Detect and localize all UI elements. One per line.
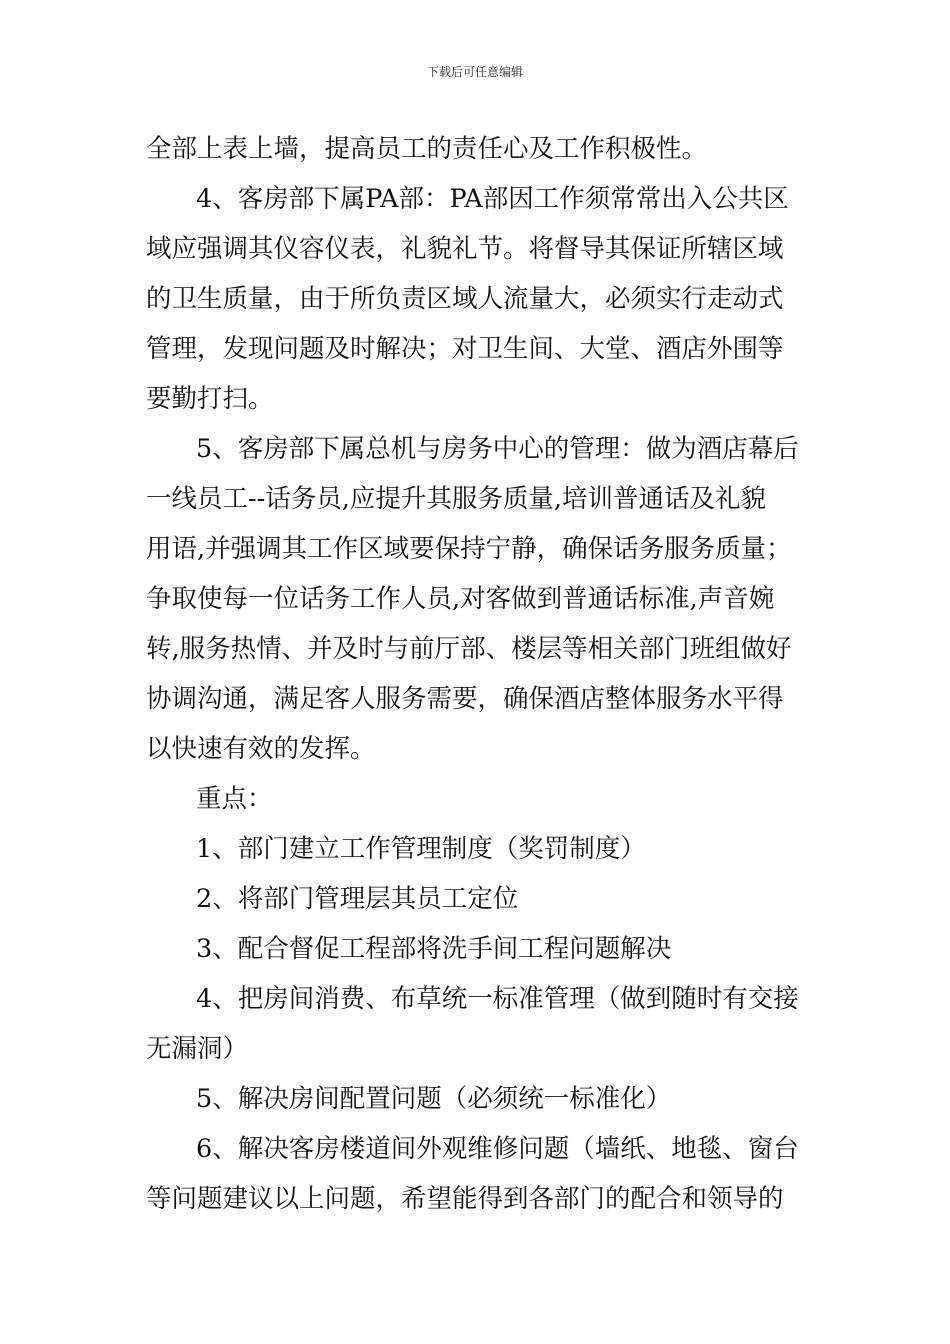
paragraph-line: 要勤打扫。 bbox=[146, 384, 274, 414]
paragraph-line: 一线员工--话务员,应提升其服务质量,培训普通话及礼貌 bbox=[146, 484, 766, 514]
paragraph-line: 5、客房部下属总机与房务中心的管理：做为酒店幕后 bbox=[196, 434, 799, 464]
paragraph-line: 6、解决客房楼道间外观维修问题（墙纸、地毯、窗台 bbox=[196, 1134, 799, 1164]
paragraph-line: 5、解决房间配置问题（必须统一标准化） bbox=[196, 1084, 672, 1114]
page-header: 下载后可任意编辑 bbox=[426, 65, 523, 79]
paragraph-line: 4、把房间消费、布草统一标准管理（做到随时有交接 bbox=[196, 984, 799, 1014]
paragraph-line: 域应强调其仪容仪表，礼貌礼节。将督导其保证所辖区域 bbox=[146, 234, 784, 264]
paragraph-line: 重点： bbox=[196, 784, 273, 814]
paragraph-line: 全部上表上墙，提高员工的责任心及工作积极性。 bbox=[146, 134, 708, 164]
paragraph-line: 等问题建议以上问题，希望能得到各部门的配合和领导的 bbox=[146, 1184, 784, 1214]
paragraph-line: 的卫生质量，由于所负责区域人流量大，必须实行走动式 bbox=[146, 284, 784, 314]
paragraph-line: 争取使每一位话务工作人员,对客做到普通话标准,声音婉 bbox=[146, 584, 775, 614]
paragraph-line: 无漏洞） bbox=[146, 1034, 249, 1064]
paragraph-line: 1、部门建立工作管理制度（奖罚制度） bbox=[196, 834, 646, 864]
paragraph-line: 以快速有效的发挥。 bbox=[146, 734, 376, 764]
paragraph-line: 协调沟通，满足客人服务需要，确保酒店整体服务水平得 bbox=[146, 684, 784, 714]
document-body bbox=[146, 124, 808, 1224]
paragraph-line: 2、将部门管理层其员工定位 bbox=[196, 884, 519, 914]
paragraph-line: 管理，发现问题及时解决；对卫生间、大堂、酒店外围等 bbox=[146, 334, 784, 364]
paragraph-line: 4、客房部下属PA部：PA部因工作须常常出入公共区 bbox=[196, 184, 789, 214]
paragraph-line: 用语,并强调其工作区域要保持宁静，确保话务服务质量； bbox=[146, 534, 792, 564]
paragraph-line: 转,服务热情、并及时与前厅部、楼层等相关部门班组做好 bbox=[146, 634, 792, 664]
paragraph-line: 3、配合督促工程部将洗手间工程问题解决 bbox=[196, 934, 672, 964]
